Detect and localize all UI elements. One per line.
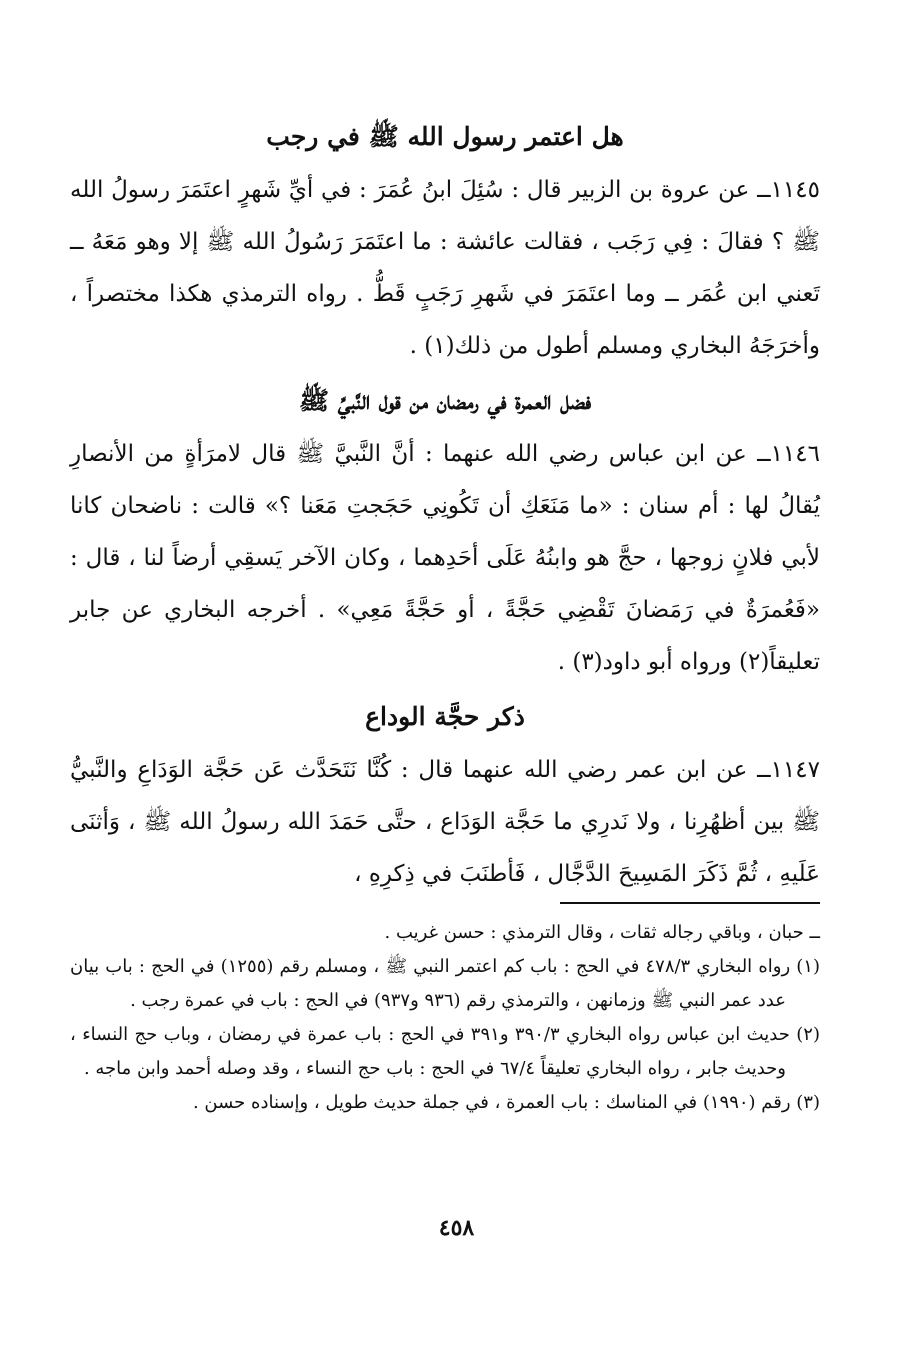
section-heading-umrah-rajab: هل اعتمر رسول الله ﷺ في رجب xyxy=(266,122,624,151)
footnote-2: (٢) حديث ابن عباس رواه البخاري ٣٩٠/٣ و٣٩١ في الحج : باب عمرة في رمضان ، وباب حج النساء ، وحديث جابر ، رواه البخاري تعليقاً ٦٧/٤ في الحج : باب حج النساء ، وقد وصله أحمد وابن ماجه . xyxy=(70,1024,820,1079)
footnote-3: (٣) رقم (١٩٩٠) في المناسك : باب العمرة ، في جملة حديث طويل ، وإسناده حسن . xyxy=(192,1092,820,1113)
hadith-1145: ١١٤٥ــ عن عروة بن الزبير قال : سُئِلَ ابنُ عُمَرَ : في أيِّ شَهرٍ اعتَمَرَ رسولُ الله ﷺ ؟ فقالَ : فِي رَجَب ، فقالت عائشة : ما اعتَمَرَ رَسُولُ الله ﷺ إلا وهو مَعَهُ ــ تَعني ابن عُمَر ــ وما اعتَمَرَ في شَهرِ رَجَبٍ قَطُّ . رواه الترمذي هكذا مختصراً ، وأخرَجَهُ البخاري ومسلم أطول من ذلك(١) . xyxy=(70,177,820,359)
footnote-continuation: ــ حبان ، وباقي رجاله ثقات ، وقال الترمذي : حسن غريب . xyxy=(384,922,820,943)
page-number: ٤٥٨ xyxy=(438,1215,475,1241)
section-heading-umrah-ramadan: فضل العمرة في رمضان من قول النَّبيِّ ﷺ xyxy=(298,386,592,415)
section-heading-farewell-hajj: ذكر حجَّة الوداع xyxy=(365,702,525,731)
hadith-1146: ١١٤٦ــ عن ابن عباس رضي الله عنهما : أنَّ النَّبيَّ ﷺ قال لامرَأةٍ من الأنصارِ يُقالُ لها : أم سنان : «ما مَنَعَكِ أن تَكُونِي حَجَجتِ مَعَنا ؟» قالت : ناضحان كانا لأبي فلانٍ زوجها ، حجَّ هو وابنُهُ عَلَى أحَدِهما ، وكان الآخر يَسقِي أرضاً لنا ، قال : «فَعُمرَةٌ في رَمَضانَ تَقْضِي حَجَّةً ، أو حَجَّةً مَعِي» . أخرجه البخاري عن جابر تعليقاً(٢) ورواه أبو داود(٣) . xyxy=(70,441,820,675)
footnote-divider xyxy=(560,902,820,904)
footnote-1: (١) رواه البخاري ٤٧٨/٣ في الحج : باب كم اعتمر النبي ﷺ ، ومسلم رقم (١٢٥٥) في الحج : باب بيان عدد عمر النبي ﷺ وزمانهن ، والترمذي رقم (٩٣٦ و٩٣٧) في الحج : باب في عمرة رجب . xyxy=(70,956,820,1011)
page-body xyxy=(70,110,820,1120)
hadith-1147: ١١٤٧ــ عن ابن عمر رضي الله عنهما قال : كُنَّا نَتَحَدَّث عَن حَجَّة الوَدَاعِ والنَّبيُّ ﷺ بين أظهُرِنا ، ولا نَدرِي ما حَجَّة الوَدَاع ، حتَّى حَمَدَ الله رسولُ الله ﷺ ، وَأثنَى عَلَيهِ ، ثُمَّ ذَكَرَ المَسِيحَ الدَّجَّال ، فَأطنَبَ في ذِكرِهِ ، xyxy=(70,757,820,887)
